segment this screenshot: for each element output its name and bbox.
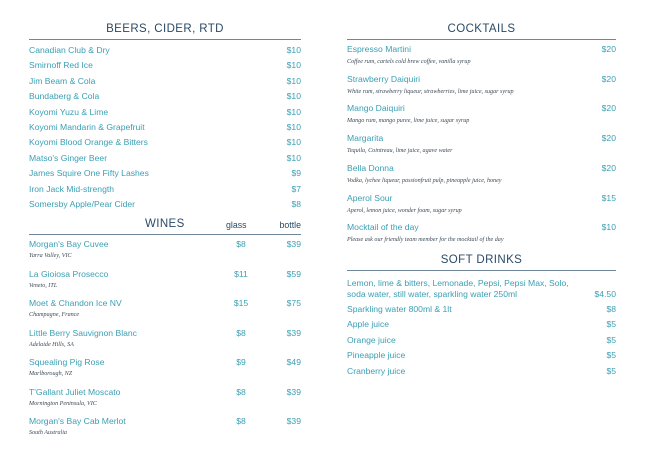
beer-name: Jim Beam & Cola bbox=[29, 75, 96, 86]
beer-name: Smirnoff Red Ice bbox=[29, 60, 93, 71]
soft-drink-price: $5 bbox=[606, 319, 616, 330]
beer-price: $10 bbox=[286, 122, 301, 132]
wine-glass-price: $8 bbox=[236, 416, 246, 426]
beer-price: $10 bbox=[286, 45, 301, 55]
soft-drinks-title: SOFT DRINKS bbox=[440, 254, 523, 266]
cocktail-price: $15 bbox=[601, 192, 616, 203]
wine-bottle-price: $75 bbox=[286, 298, 301, 308]
soft-drink-price: $5 bbox=[606, 350, 616, 361]
beer-name: Somersby Apple/Pear Cider bbox=[29, 199, 136, 209]
soft-drink-name: Cranberry juice bbox=[347, 365, 406, 376]
beer-name: Bundaberg & Cola bbox=[29, 91, 100, 102]
cocktails-title: COCKTAILS bbox=[447, 23, 516, 35]
soft-drink-price: $8 bbox=[606, 304, 616, 314]
wine-glass-price: $15 bbox=[233, 298, 249, 308]
beer-price: $7 bbox=[291, 183, 301, 194]
beer-name: James Squire One Fifty Lashes bbox=[29, 168, 149, 179]
cocktail-name: Bella Donna bbox=[347, 162, 394, 173]
beer-name: Canadian Club & Dry bbox=[29, 45, 110, 55]
beer-price: $10 bbox=[286, 137, 301, 148]
cocktail-name: Margarita bbox=[347, 133, 384, 144]
wine-glass-price: $9 bbox=[236, 357, 246, 367]
wines-rule bbox=[29, 234, 301, 235]
wine-glass-price: $8 bbox=[236, 386, 246, 397]
beer-name: Koyomi Yuzu & Lime bbox=[29, 106, 109, 117]
beer-price: $9 bbox=[291, 168, 301, 179]
cocktail-description: Tequila, Cointreau, lime juice, agave water bbox=[347, 148, 453, 155]
wine-bottle-price: $39 bbox=[286, 386, 301, 397]
beer-name: Koyomi Mandarin & Grapefruit bbox=[29, 122, 145, 132]
soft-drink-name: Pineapple juice bbox=[347, 350, 406, 361]
wine-region: Champagne, France bbox=[29, 312, 80, 318]
cocktail-price: $20 bbox=[601, 44, 616, 54]
cocktail-description: Please ask our friendly team member for the mocktail of the day bbox=[347, 237, 504, 244]
wine-name: La Gioiosa Prosecco bbox=[29, 268, 109, 279]
soft-drink-line-1: Lemon, lime & bitters, Lemonade, Pepsi, Pepsi Max, Solo, bbox=[347, 278, 569, 288]
beer-price: $10 bbox=[286, 152, 301, 163]
bottle-header: bottle bbox=[279, 220, 301, 230]
soft-drink-price: $5 bbox=[606, 365, 616, 376]
cocktails-rule bbox=[347, 39, 616, 40]
beer-price: $10 bbox=[286, 91, 301, 102]
wine-glass-price: $11 bbox=[234, 268, 248, 279]
wine-bottle-price: $39 bbox=[286, 239, 301, 249]
wine-bottle-price: $39 bbox=[286, 416, 301, 426]
beer-name: Matso's Ginger Beer bbox=[29, 152, 108, 163]
beer-name: Koyomi Blood Orange & Bitters bbox=[29, 137, 148, 148]
wine-name: Squealing Pig Rose bbox=[29, 357, 105, 367]
beer-price: $10 bbox=[286, 106, 301, 117]
cocktail-price: $20 bbox=[601, 162, 616, 173]
wine-name: T'Gallant Juliet Moscato bbox=[29, 386, 121, 397]
cocktail-price: $20 bbox=[601, 73, 616, 84]
soft-drink-name: Sparkling water 800ml & 1lt bbox=[347, 304, 452, 314]
wine-bottle-price: $49 bbox=[286, 357, 301, 367]
wine-glass-price: $8 bbox=[236, 239, 246, 249]
beers-title: BEERS, CIDER, RTD bbox=[106, 23, 224, 35]
cocktail-name: Mocktail of the day bbox=[347, 222, 419, 233]
beer-price: $8 bbox=[291, 199, 301, 209]
soft-drink-first-price: $4.50 bbox=[594, 289, 616, 299]
wine-region: Marlborough, NZ bbox=[29, 371, 73, 377]
beer-price: $10 bbox=[286, 75, 301, 86]
soft-drink-line-2: soda water, still water, sparkling water 250ml bbox=[347, 289, 518, 299]
cocktail-description: Aperol, lemon juice, wonder foam, sugar syrup bbox=[347, 207, 462, 214]
soft-drink-price: $5 bbox=[606, 334, 616, 345]
cocktail-description: White rum, strawberry liqueur, strawberries, lime juice, sugar syrup bbox=[347, 88, 514, 95]
glass-header: glass bbox=[226, 220, 247, 230]
cocktail-price: $20 bbox=[601, 133, 616, 144]
cocktail-price: $20 bbox=[601, 103, 616, 114]
soft-drink-name: Orange juice bbox=[347, 334, 396, 345]
beer-price: $10 bbox=[286, 60, 301, 71]
beers-rule bbox=[29, 39, 301, 40]
soft-drink-name: Apple juice bbox=[347, 319, 390, 330]
wine-name: Moet & Chandon Ice NV bbox=[29, 298, 122, 308]
soft-drinks-rule bbox=[347, 270, 616, 271]
cocktail-name: Strawberry Daiquiri bbox=[347, 73, 421, 84]
wine-name: Little Berry Sauvignon Blanc bbox=[29, 327, 137, 338]
wines-title: WINES bbox=[145, 218, 185, 230]
wine-region: Mornington Peninsula, VIC bbox=[29, 400, 97, 407]
cocktail-name: Mango Daiquiri bbox=[347, 103, 405, 114]
cocktail-price: $10 bbox=[601, 222, 616, 233]
cocktail-description: Vodka, lychee liqueur, passionfruit pulp, pineapple juice, honey bbox=[347, 177, 502, 184]
wine-region: Veneto, ITL bbox=[29, 282, 58, 289]
cocktail-description: Mango rum, mango puree, lime juice, sugar syrup bbox=[347, 118, 470, 125]
wine-name: Morgan's Bay Cuvee bbox=[29, 239, 109, 249]
wine-name: Morgan's Bay Cab Merlot bbox=[29, 416, 126, 426]
wine-region: South Australia bbox=[29, 430, 67, 436]
wine-bottle-price: $39 bbox=[286, 327, 301, 338]
wine-region: Yarra Valley, VIC bbox=[29, 253, 72, 259]
wine-region: Adelaide Hills, SA bbox=[29, 341, 74, 348]
cocktail-name: Aperol Sour bbox=[347, 192, 393, 203]
cocktail-description: Coffee rum, cartels cold brew coffee, vanilla syrup bbox=[347, 59, 471, 65]
beer-name: Iron Jack Mid-strength bbox=[29, 183, 115, 194]
cocktail-name: Espresso Martini bbox=[347, 44, 411, 54]
wine-bottle-price: $59 bbox=[286, 268, 301, 279]
wine-glass-price: $8 bbox=[236, 327, 246, 338]
